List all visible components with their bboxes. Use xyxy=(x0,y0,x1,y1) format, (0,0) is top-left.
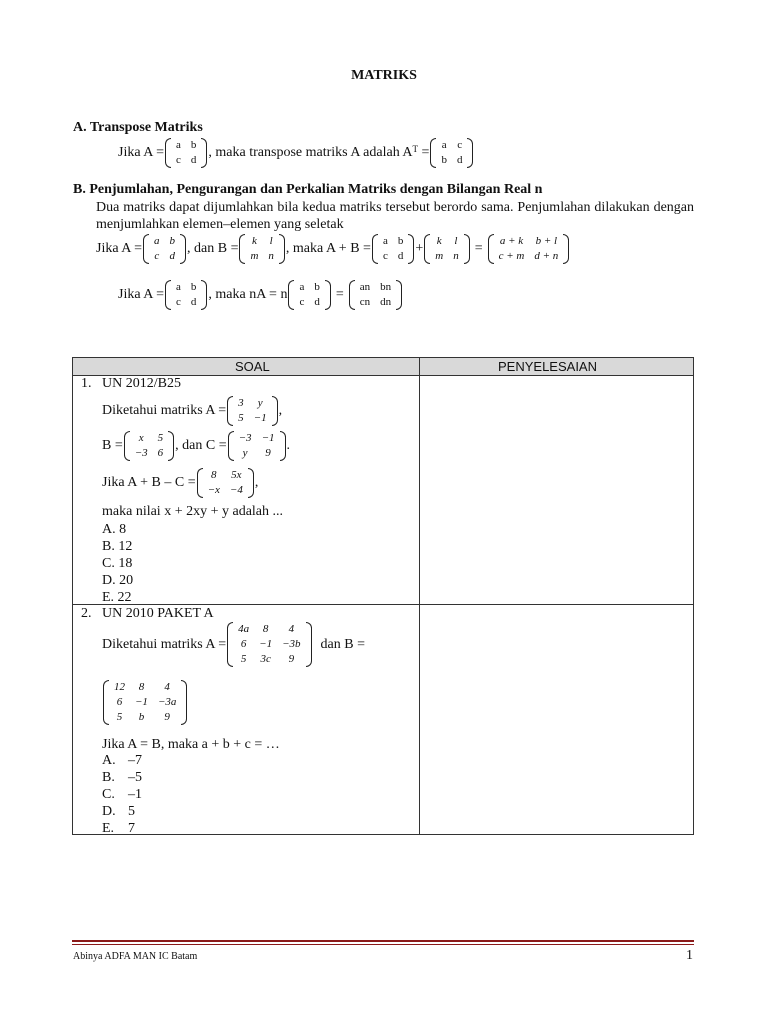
superscript: T xyxy=(412,144,419,154)
text: , maka nA = n xyxy=(208,287,288,302)
footer-text: Abinya ADFA MAN IC Batam xyxy=(73,951,198,962)
q2-option-a xyxy=(102,752,142,769)
matrix-b xyxy=(239,234,284,264)
option-value: –5 xyxy=(128,770,142,785)
matrix-cell: 4 xyxy=(288,623,295,635)
q2-option-b xyxy=(102,769,142,786)
right-paren xyxy=(279,234,285,264)
q2-matrix-a xyxy=(227,622,311,667)
matrix-cell: a xyxy=(382,235,388,247)
matrix-cell: 6 xyxy=(157,447,164,459)
text: . xyxy=(286,438,290,453)
matrix-cell: 5 xyxy=(240,653,247,665)
matrix-grid xyxy=(109,680,181,725)
matrix-cell: −x xyxy=(207,484,220,496)
text: , maka transpose matriks A adalah A xyxy=(208,145,413,160)
option-letter: C. xyxy=(102,787,115,802)
matrix-cell: −1 xyxy=(261,432,275,444)
text: Diketahui matriks A = xyxy=(102,403,227,418)
matrix-cell: y xyxy=(257,397,263,409)
matrix-grid xyxy=(494,234,564,264)
matrix-cell: 3c xyxy=(260,653,271,665)
matrix-cell: 4 xyxy=(164,681,170,693)
matrix-cell: 5 xyxy=(157,432,164,444)
matrix-cell: bn xyxy=(380,281,392,293)
matrix-grid xyxy=(294,280,324,310)
text: Diketahui matriks A = xyxy=(102,636,227,652)
option-value: 5 xyxy=(128,804,135,819)
matrix-cell: c xyxy=(457,139,463,151)
text: , dan C = xyxy=(175,438,227,453)
scalar-multiplication-definition xyxy=(118,280,403,310)
matrix-cell: dn xyxy=(380,296,392,308)
matrix-cell: b xyxy=(169,235,176,247)
matrix-cell: b + l xyxy=(535,235,558,247)
matrix-cell: 4a xyxy=(238,623,250,635)
q1-option-d: D. 20 xyxy=(102,573,134,588)
matrix-cell: a + k xyxy=(499,235,524,247)
addition-definition xyxy=(96,234,570,264)
matrix-cell: 3 xyxy=(238,397,244,409)
q2-options xyxy=(102,752,142,837)
q2-number: 2. xyxy=(81,606,92,621)
matrix-grid xyxy=(430,234,463,264)
matrix-cell: 5 xyxy=(238,412,244,424)
header-penyelesaian: PENYELESAIAN xyxy=(498,359,597,374)
matrix-cell: d xyxy=(169,250,176,262)
option-value: –7 xyxy=(128,753,142,768)
equals-sign: = xyxy=(335,287,344,302)
matrix-cell: l xyxy=(269,235,273,247)
text: , dan B = xyxy=(187,241,239,256)
section-a-heading: A. Transpose Matriks xyxy=(73,120,203,135)
text: = xyxy=(418,145,430,160)
matrix-cell: b xyxy=(138,711,145,723)
text: , xyxy=(278,403,283,418)
matrix-grid xyxy=(171,138,201,168)
q2-option-e xyxy=(102,820,142,837)
matrix-cell: an xyxy=(359,281,371,293)
matrix-cell: 8 xyxy=(138,681,145,693)
matrix-grid xyxy=(171,280,201,310)
q1-matrix-b xyxy=(124,431,174,461)
matrix-cell: d xyxy=(397,250,404,262)
q2-option-c xyxy=(102,786,142,803)
matrix-cell: −3a xyxy=(157,696,177,708)
matrix-grid xyxy=(436,138,467,168)
right-paren xyxy=(306,622,312,667)
q1-option-e: E. 22 xyxy=(102,590,132,605)
right-paren xyxy=(201,138,207,168)
matrix-cell: 5x xyxy=(231,469,242,481)
q1-condition-line xyxy=(102,468,258,498)
matrix-cell: n xyxy=(268,250,274,262)
right-paren xyxy=(272,396,278,426)
matrix-cell: a xyxy=(299,281,305,293)
option-letter: A. xyxy=(102,753,116,768)
matrix-grid xyxy=(245,234,278,264)
q1-matrix-c xyxy=(228,431,286,461)
text: B = xyxy=(102,438,123,453)
q2-source: UN 2010 PAKET A xyxy=(102,606,214,621)
matrix-cell: 12 xyxy=(114,681,125,693)
q1-question: maka nilai x + 2xy + y adalah ... xyxy=(102,504,284,519)
matrix-cell: y xyxy=(242,447,248,459)
matrix-cell: c xyxy=(299,296,305,308)
text: Jika A = xyxy=(118,145,165,160)
right-paren xyxy=(464,234,470,264)
option-letter: B. xyxy=(102,770,115,785)
matrix-cell: d xyxy=(190,154,197,166)
text: dan B = xyxy=(320,636,365,652)
q1-number: 1. xyxy=(81,376,92,391)
q1-matrix-a xyxy=(227,396,277,426)
matrix-cell: x xyxy=(138,432,144,444)
option-value: 7 xyxy=(128,821,135,836)
matrix-cell: −1 xyxy=(253,412,267,424)
right-paren xyxy=(201,280,207,310)
q1-options xyxy=(102,521,133,606)
matrix-cell: −3b xyxy=(282,638,301,650)
matrix-cell: a xyxy=(176,281,181,293)
right-paren xyxy=(396,280,402,310)
matrix-a-2 xyxy=(372,234,414,264)
text: Jika A = xyxy=(96,241,143,256)
section-b-heading: B. Penjumlahan, Pengurangan dan Perkalian Matriks dengan Bilangan Real n xyxy=(73,182,543,197)
text: Jika A + B – C = xyxy=(102,475,196,490)
q1-source: UN 2012/B25 xyxy=(102,376,181,391)
row-divider xyxy=(73,604,693,605)
matrix-cell: −3 xyxy=(238,432,252,444)
matrix-cell: −1 xyxy=(135,696,148,708)
option-letter: E. xyxy=(102,821,115,836)
section-b-paragraph: Dua matriks dapat dijumlahkan bila kedua matriks tersebut berordo sama. Penjumlahan dilakukan dengan menjumlahkan elemen–elemen yang seletak xyxy=(96,200,694,232)
plus-sign: + xyxy=(415,241,424,256)
matrix-cell: c xyxy=(154,250,160,262)
q1-matrix-result xyxy=(197,468,254,498)
matrix-a xyxy=(165,280,207,310)
q2-question: Jika A = B, maka a + b + c = … xyxy=(102,737,280,752)
matrix-cell: 9 xyxy=(164,711,170,723)
matrix-a-transpose xyxy=(430,138,473,168)
matrix-cell: b xyxy=(441,154,447,166)
matrix-cell: a xyxy=(154,235,160,247)
right-paren xyxy=(467,138,473,168)
equals-sign: = xyxy=(474,241,483,256)
matrix-cell: 6 xyxy=(240,638,247,650)
matrix-grid xyxy=(149,234,180,264)
matrix-grid xyxy=(130,431,168,461)
matrix-cell: 8 xyxy=(262,623,269,635)
matrix-cell: 8 xyxy=(211,469,217,481)
matrix-a-2 xyxy=(288,280,330,310)
option-letter: D. xyxy=(102,804,116,819)
matrix-cell: c xyxy=(176,154,181,166)
matrix-b-2 xyxy=(424,234,469,264)
matrix-cell: m xyxy=(250,250,259,262)
matrix-cell: l xyxy=(454,235,458,247)
matrix-cell: k xyxy=(252,235,257,247)
q2-matrix-a-line xyxy=(102,622,365,667)
matrix-cell: d xyxy=(190,296,197,308)
right-paren xyxy=(248,468,254,498)
column-divider xyxy=(419,358,420,834)
matrix-grid xyxy=(378,234,408,264)
footer-rule-thin xyxy=(72,944,694,945)
matrix-cell: c xyxy=(382,250,388,262)
q1-option-b: B. 12 xyxy=(102,539,133,554)
matrix-cell: a xyxy=(176,139,181,151)
matrix-cell: d xyxy=(314,296,320,308)
matrix-cell: −4 xyxy=(229,484,243,496)
q1-option-a: A. 8 xyxy=(102,522,127,537)
q2-option-d xyxy=(102,803,142,820)
matrix-cell: d xyxy=(456,154,463,166)
option-value: –1 xyxy=(128,787,142,802)
matrix-cell: a xyxy=(441,139,447,151)
matrix-cell: c xyxy=(176,296,181,308)
text: Jika A = xyxy=(118,287,165,302)
matrix-cell: b xyxy=(314,281,320,293)
right-paren xyxy=(563,234,569,264)
q2-matrix-b-line xyxy=(102,680,188,725)
footer-rule xyxy=(72,940,694,942)
text: , maka A + B = xyxy=(285,241,371,256)
matrix-grid xyxy=(233,622,305,667)
matrix-cell: −1 xyxy=(259,638,273,650)
right-paren xyxy=(180,234,186,264)
matrix-cell: b xyxy=(397,235,404,247)
matrix-cell: c + m xyxy=(498,250,525,262)
matrix-cell: 6 xyxy=(116,696,123,708)
matrix-cell: m xyxy=(435,250,444,262)
page-title: MATRIKS xyxy=(351,68,417,83)
matrix-grid xyxy=(355,280,396,310)
transpose-definition xyxy=(118,138,474,168)
matrix-a xyxy=(165,138,207,168)
matrix-cell: cn xyxy=(359,296,371,308)
q1-matrix-a-line xyxy=(102,396,282,426)
matrix-na xyxy=(349,280,402,310)
matrix-a xyxy=(143,234,186,264)
right-paren xyxy=(168,431,174,461)
q1-matrix-bc-line xyxy=(102,431,290,461)
right-paren xyxy=(325,280,331,310)
matrix-cell: 5 xyxy=(116,711,123,723)
right-paren xyxy=(280,431,286,461)
right-paren xyxy=(181,680,187,725)
matrix-cell: d + n xyxy=(534,250,559,262)
right-paren xyxy=(408,234,414,264)
matrix-cell: 9 xyxy=(288,653,295,665)
matrix-cell: n xyxy=(453,250,459,262)
header-soal: SOAL xyxy=(235,359,270,374)
table-header xyxy=(73,358,693,376)
matrix-cell: 9 xyxy=(265,447,271,459)
q1-option-c: C. 18 xyxy=(102,556,133,571)
q2-matrix-b xyxy=(103,680,187,725)
page-number: 1 xyxy=(686,948,693,963)
matrix-cell: b xyxy=(190,281,197,293)
matrix-grid xyxy=(203,468,248,498)
matrix-cell: k xyxy=(436,235,442,247)
matrix-sum xyxy=(488,234,570,264)
question-table xyxy=(72,357,694,835)
matrix-cell: b xyxy=(190,139,197,151)
matrix-grid xyxy=(233,396,271,426)
matrix-grid xyxy=(234,431,280,461)
text: , xyxy=(254,475,259,490)
matrix-cell: −3 xyxy=(134,447,148,459)
